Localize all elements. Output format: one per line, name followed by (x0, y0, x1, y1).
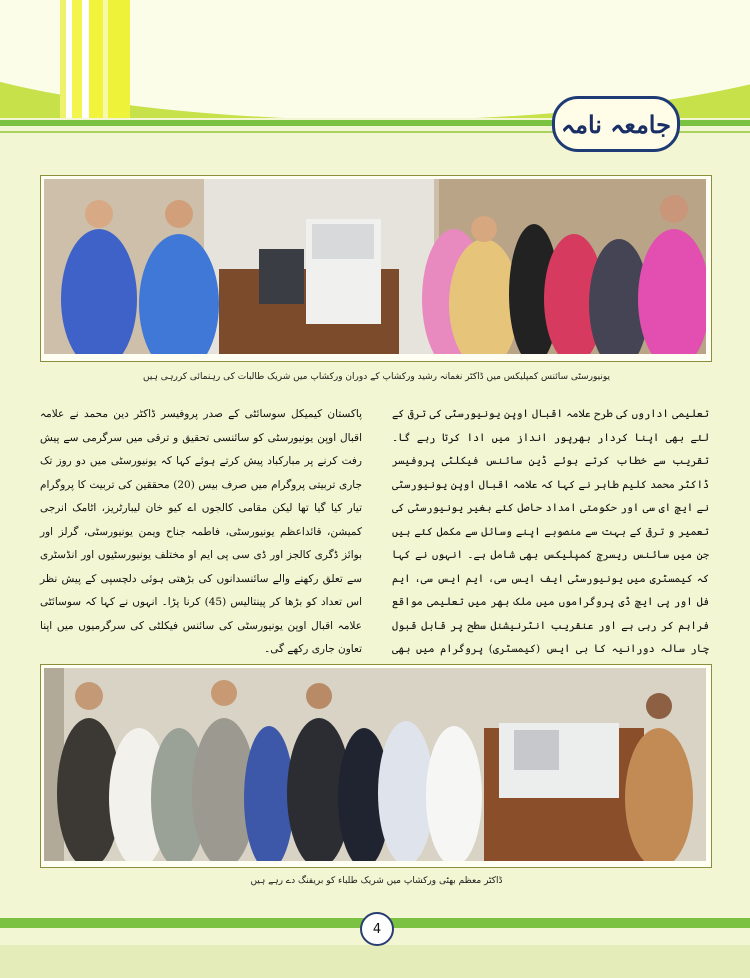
lab-workshop-illustration (44, 179, 706, 354)
footer-band (0, 945, 750, 978)
photo-caption: ڈاکٹر معظم بھٹی ورکشاپ میں شریک طلباء کو بریفنگ دے رہے ہیں (250, 876, 503, 886)
header-stripe (89, 0, 103, 118)
lab-briefing-photo-men (44, 668, 706, 861)
article-column-left: پاکستان کیمیکل سوسائٹی کے صدر پروفیسر ڈاکٹر دین محمد نے علامہ اقبال اوپن یونیورسٹی کو سائنسی تحقیق و ترقی میں سرگرمی سے پیش رفت کرنے پر مبارکباد پیش کرتے ہوئے کہا کہ یونیورسٹی میں دو روز تک جاری تربیتی پروگرام میں صرف بیس (20) محققین کی تربیت کا پروگرام تیار کیا گیا تھا لیکن مقامی کالجوں اے کیو خان لیبارٹریز، اٹامک انرجی کمیشن، قائداعظم یونیورسٹی، فاطمہ جناح ویمن یونیورسٹی، گرلز اور بوائز ڈگری کالجز اور ڈی سی پی ایم او مختلف یونیورسٹیوں اور انڈسٹری سے تعلق رکھنے والے سائنسدانوں کی بڑھتی ہوئی دلچسپی کے پیش نظر اس تعداد کو بڑھا کر پینتالیس (45) کرنا پڑا۔ انہوں نے کہا کہ سوسائٹی علامہ اقبال اوپن یونیورسٹی کی سائنس فیکلٹی کی سرگرمیوں میں اپنا تعاون جاری رکھے گی۔ (40, 408, 362, 655)
section-title: جامعہ نامہ (552, 96, 680, 152)
lab-workshop-photo-women (44, 179, 706, 354)
header-stripe (82, 0, 89, 118)
lab-briefing-illustration (44, 668, 706, 861)
photo-caption: یونیورسٹی سائنس کمپلیکس میں ڈاکٹر نغمانہ رشید ورکشاپ کے دوران ورکشاپ میں شریک طالبات کی رہنمائی کررہی ہیں (143, 372, 610, 382)
header-stripe (108, 0, 130, 118)
article-column-right: تعلیمی اداروں کی طرح علامہ اقبال اوپن یونیورسٹی کی ترقی کے لئے بھی اپنا کردار بھرپور انداز میں ادا کرتا رہے گا۔ تقریب سے خطاب کرتے ہوئے ڈین سائنس فیکلٹی پروفیسر ڈاکٹر محمد کلیم طاہر نے کہا کہ علامہ اقبال اوپن یونیورسٹی نے ایچ ای سی اور حکومتی امداد حاصل کئے بغیر یونیورسٹی کی تعمیر و ترقی کے بہت سے منصوبے اپنے وسائل سے مکمل کئے ہیں جن میں سائنس ریسرچ کمپلیکس بھی شامل ہے۔ انہوں نے کہا کہ کیمسٹری میں یونیورسٹی ایف ایس سی، ایم ایس سی، ایم فل اور پی ایچ ڈی پروگراموں میں ملک بھر میں تعلیمی مواقع فراہم کر رہی ہے اور عنقریب انٹرنیشنل سطح پر قابل قبول چار سالہ دورانیہ کا بی ایس (کیمسٹری) پروگرام میں بھی (392, 408, 709, 655)
header-stripe (72, 0, 82, 118)
page-number: 4 (360, 912, 394, 946)
